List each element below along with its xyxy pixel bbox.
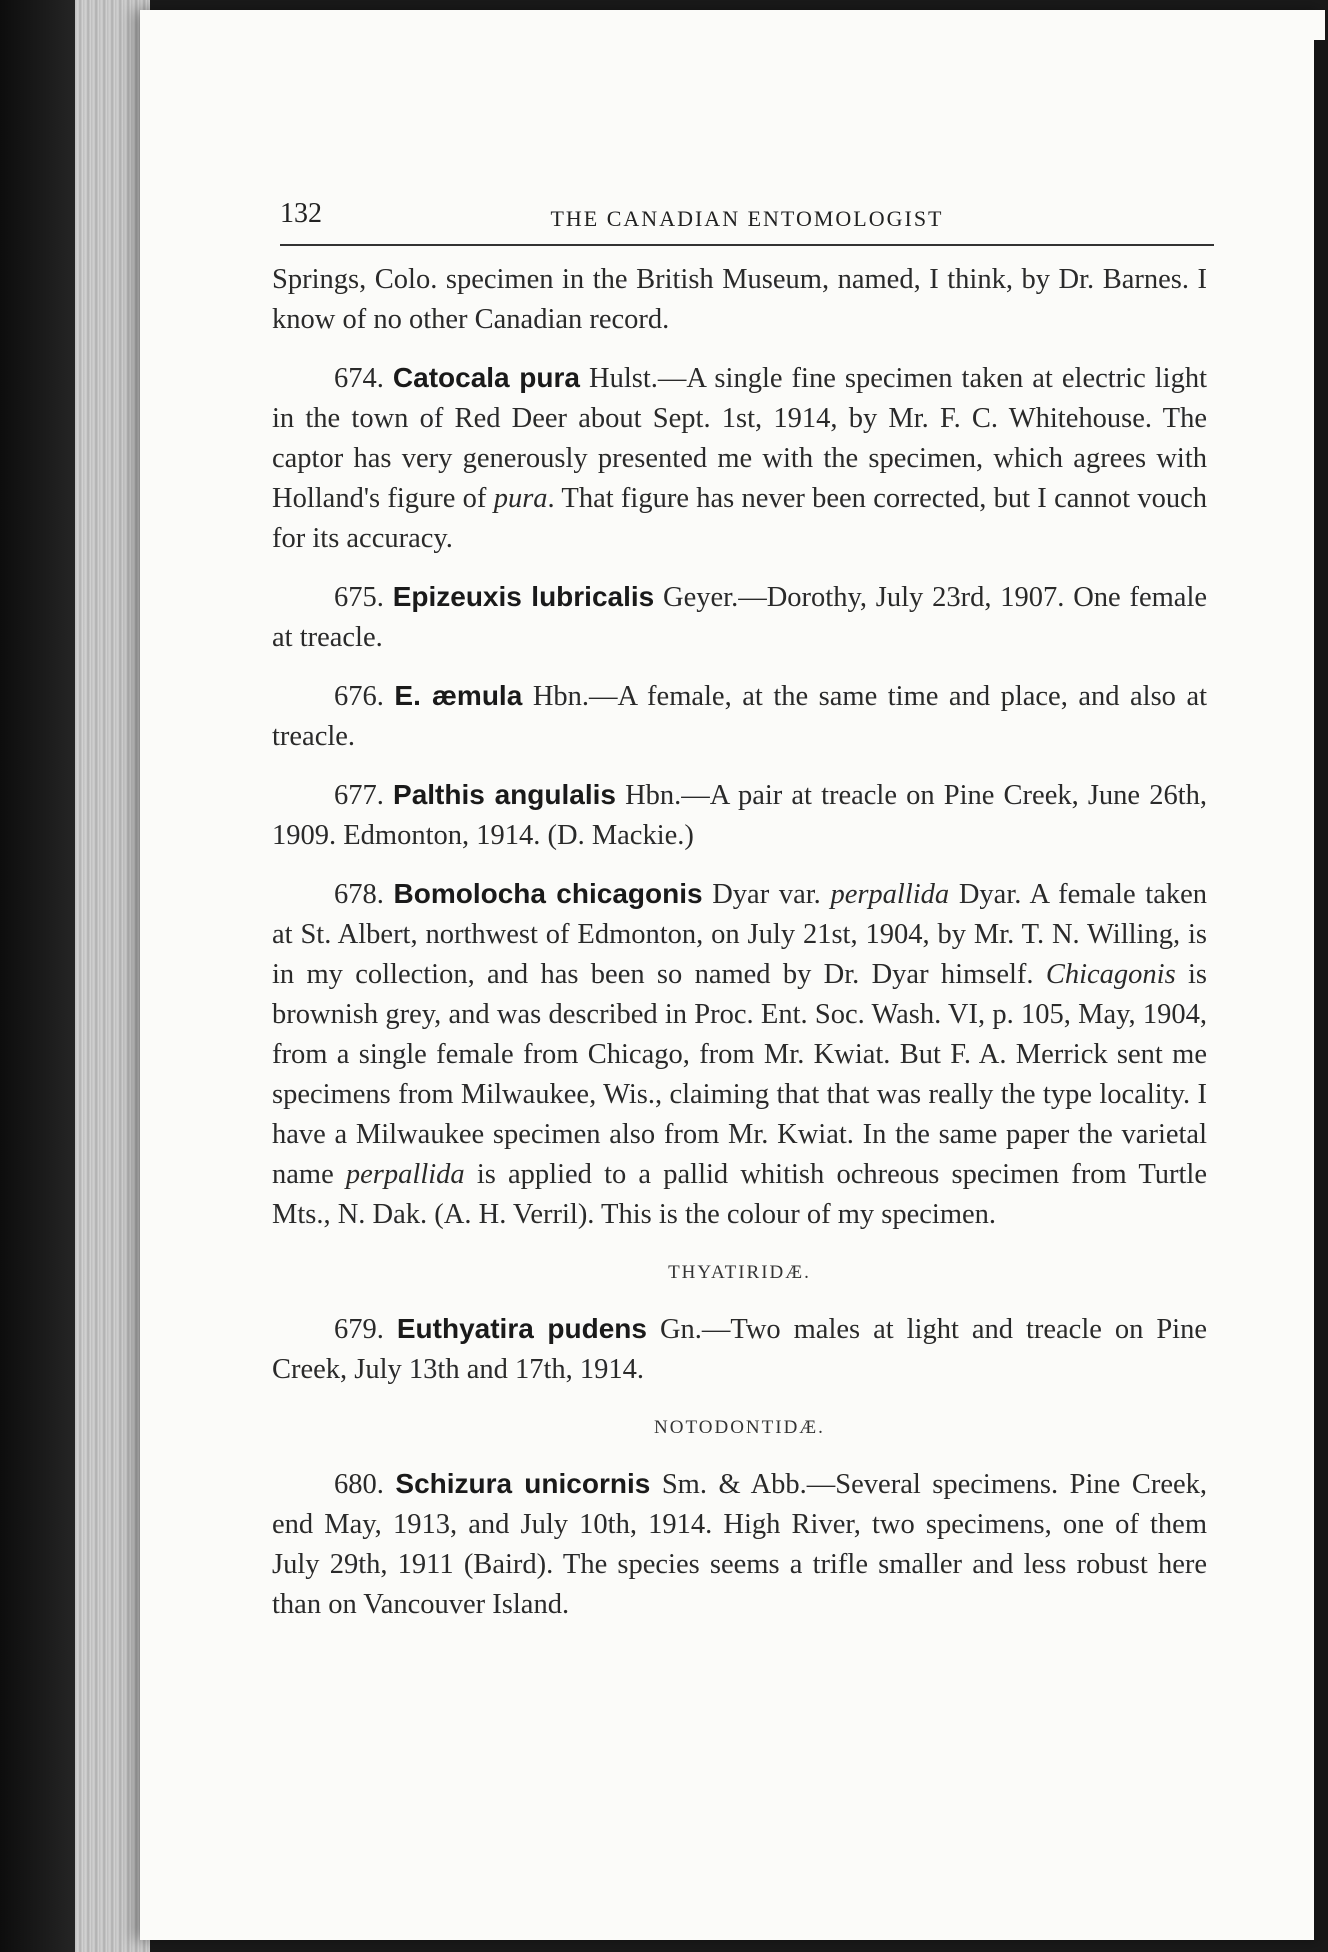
entry-number: 674. (334, 363, 384, 394)
book-page-edges (75, 0, 150, 1952)
species-name: E. æmula (394, 680, 523, 711)
family-heading-thyatiridae: THYATIRIDÆ. (668, 1262, 811, 1283)
species-name: Palthis angulalis (393, 779, 616, 810)
species-name: Catocala pura (392, 362, 580, 393)
species-entry-676 (272, 676, 1207, 757)
entry-number: 680. (334, 1469, 384, 1500)
page-number: 132 (280, 198, 322, 229)
species-entry-674 (272, 358, 1207, 559)
entry-text: Hulst.—A single fine specimen taken at electric light in the town of Red Deer about Sept. 1st, 1914, by Mr. F. C. Whitehouse. The captor has very generously presented me with the specimen, which agrees with Holland's figure of (272, 363, 1207, 514)
species-name: Euthyatira pudens (396, 1313, 647, 1344)
entry-text: is applied to a pallid whitish ochreous specimen from Turtle Mts., N. Dak. (A. H. Verril). This is the colour of my specimen. (272, 1159, 1208, 1230)
family-heading-notodontidae: NOTODONTIDÆ. (654, 1417, 825, 1438)
entry-text: Sm. & Abb.—Several specimens. Pine Creek, end May, 1913, and July 10th, 1914. High River, two specimens, one of them July 29th, 1911 (Baird). The species seems a trifle smaller and less robust here than on Vancouver Island. (272, 1469, 1208, 1620)
page-header (280, 198, 1214, 246)
entry-text: Hbn.—A pair at treacle on Pine Creek, June 26th, 1909. Edmonton, 1914. (D. Mackie.) (272, 780, 1208, 851)
entry-number: 675. (334, 582, 384, 613)
entry-text: . That figure has never been corrected, but I cannot vouch for its accuracy. (272, 483, 1207, 554)
entry-italic: perpallida (345, 1159, 465, 1190)
continuation-paragraph: Springs, Colo. specimen in the British Museum, named, I think, by Dr. Barnes. I know of no other Canadian record. (272, 264, 1207, 335)
species-entry-678 (272, 874, 1207, 1235)
page-body (272, 260, 1207, 1643)
running-title: THE CANADIAN ENTOMOLOGIST (550, 206, 944, 231)
species-name: Bomolocha chicagonis (393, 878, 703, 909)
entry-number: 679. (334, 1314, 384, 1345)
entry-text: is brownish grey, and was described in Proc. Ent. Soc. Wash. VI, p. 105, May, 1904, from a single female from Chicago, from Mr. Kwiat. But F. A. Merrick sent me specimens from Milwaukee, Wis., claiming that that was really the type locality. I have a Milwaukee specimen also from Mr. Kwiat. In the same paper the varietal name (272, 959, 1207, 1190)
entry-italic: perpallida (830, 879, 950, 910)
entry-text: Hbn.—A female, at the same time and place, and also at treacle. (272, 681, 1208, 752)
species-entry-680 (272, 1464, 1207, 1625)
entry-text: Gn.—Two males at light and treacle on Pine Creek, July 13th and 17th, 1914. (272, 1314, 1207, 1385)
entry-text: Dyar. A female taken at St. Albert, northwest of Edmonton, on July 21st, 1904, by Mr. T. N. Willing, is in my collection, and has been so named by Dr. Dyar himself. (272, 879, 1207, 990)
species-entry-675 (272, 577, 1207, 658)
species-entry-677 (272, 775, 1207, 856)
entry-number: 677. (334, 780, 384, 811)
entry-italic: Chicagonis (1045, 959, 1176, 990)
entry-text: Dyar var. (702, 879, 831, 910)
entry-text: Geyer.—Dorothy, July 23rd, 1907. One female at treacle. (272, 582, 1208, 653)
scan-background-right (1314, 40, 1328, 1940)
entry-number: 676. (334, 681, 384, 712)
species-entry-679 (272, 1309, 1207, 1390)
entry-italic: pura (493, 483, 548, 514)
species-name: Schizura unicornis (395, 1468, 651, 1499)
entry-number: 678. (334, 879, 384, 910)
species-name: Epizeuxis lubricalis (392, 581, 655, 612)
